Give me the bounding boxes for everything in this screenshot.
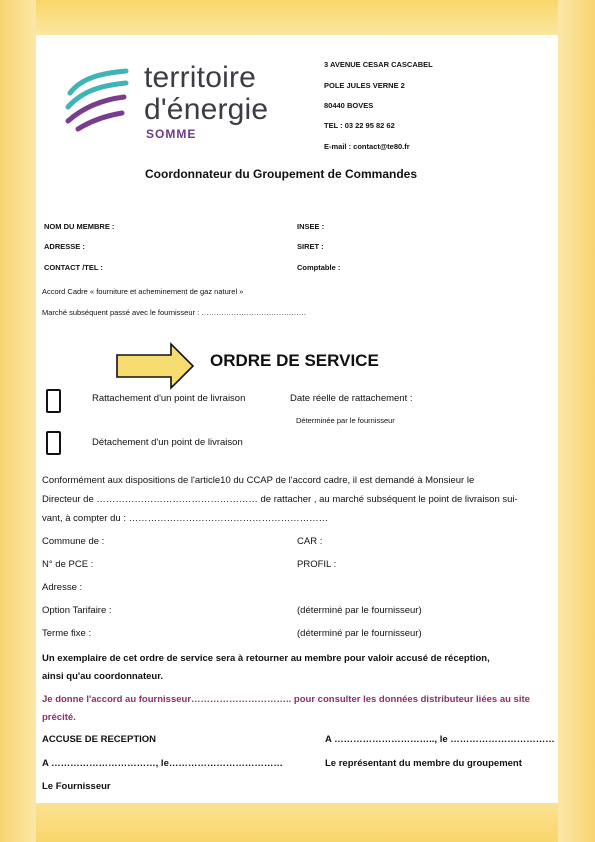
consent-line1: Je donne l'accord au fournisseur………………………….. pour consulter les données distributeur liées au site <box>42 694 530 705</box>
option-rattachement: Rattachement d'un point de livraison <box>92 393 246 404</box>
field-address: ADRESSE : <box>44 242 85 251</box>
exemplaire-line2: ainsi qu'au coordonnateur. <box>42 671 164 682</box>
field-comptable: Comptable : <box>297 263 341 272</box>
paragraph-line2: Directeur de …………………………………………… de rattacher , au marché subséquent le point de livraison sui- <box>42 494 518 505</box>
coordinator-title: Coordonnateur du Groupement de Commandes <box>145 167 418 181</box>
field-insee: INSEE : <box>297 222 325 231</box>
order-title: ORDRE DE SERVICE <box>210 351 379 370</box>
page-border-right <box>558 0 595 842</box>
logo-text-line3: SOMME <box>146 127 197 141</box>
address-line: 3 AVENUE CESAR CASCABEL <box>324 60 433 69</box>
address-line: 80440 BOVES <box>324 101 374 110</box>
field-pce: N° de PCE : <box>42 559 94 570</box>
marche-subsequent: Marché subséquent passé avec le fournisseur : …………………………………… <box>42 308 307 317</box>
exemplaire-line1: Un exemplaire de cet ordre de service sera à retourner au membre pour valoir accusé de réception, <box>42 653 490 664</box>
field-profil: PROFIL : <box>297 559 337 570</box>
field-car: CAR : <box>297 536 323 547</box>
arrow-right-icon <box>115 342 195 390</box>
logo-swirl-icon <box>64 67 130 133</box>
email-line: E-mail : contact@te80.fr <box>324 142 410 151</box>
signature-place-date-right: A ………………………….., le …………………………… <box>325 734 555 745</box>
le-fournisseur: Le Fournisseur <box>42 781 111 792</box>
field-siret: SIRET : <box>297 242 324 251</box>
accord-cadre: Accord Cadre « fourniture et acheminement de gaz naturel » <box>42 287 244 296</box>
date-label: Date réelle de rattachement : <box>290 393 413 404</box>
option-detachement: Détachement d'un point de livraison <box>92 437 243 448</box>
logo-text-line1: territoire <box>144 61 257 94</box>
paragraph-line1: Conformément aux dispositions de l'article10 du CCAP de l'accord cadre, il est demandé à Monsieur le <box>42 475 475 486</box>
field-contact: CONTACT /TEL : <box>44 263 103 272</box>
consent-line2: précité. <box>42 712 76 723</box>
checkbox-detachement[interactable] <box>46 431 61 455</box>
field-commune: Commune de : <box>42 536 105 547</box>
phone-line: TEL : 03 22 95 82 62 <box>324 121 395 130</box>
checkbox-rattachement[interactable] <box>46 389 61 413</box>
note-determine-1: (déterminé par le fournisseur) <box>297 605 422 616</box>
accuse-reception: ACCUSE DE RECEPTION <box>42 734 157 745</box>
field-member-name: NOM DU MEMBRE : <box>44 222 115 231</box>
field-option-tarifaire: Option Tarifaire : <box>42 605 112 616</box>
field-terme-fixe: Terme fixe : <box>42 628 92 639</box>
address-line: POLE JULES VERNE 2 <box>324 81 405 90</box>
logo-text-line2: d'énergie <box>144 93 269 126</box>
paragraph-line3: vant, à compter du : ……………………………………………………… <box>42 513 329 524</box>
signature-place-date-left: A ……………………………, le……………………………… <box>42 758 283 769</box>
note-determine-2: (déterminé par le fournisseur) <box>297 628 422 639</box>
field-adresse: Adresse : <box>42 582 83 593</box>
representant-membre: Le représentant du membre du groupement <box>325 758 522 769</box>
page-border-left <box>0 0 36 842</box>
document-sheet <box>36 35 558 803</box>
date-note: Déterminée par le fournisseur <box>296 416 395 425</box>
